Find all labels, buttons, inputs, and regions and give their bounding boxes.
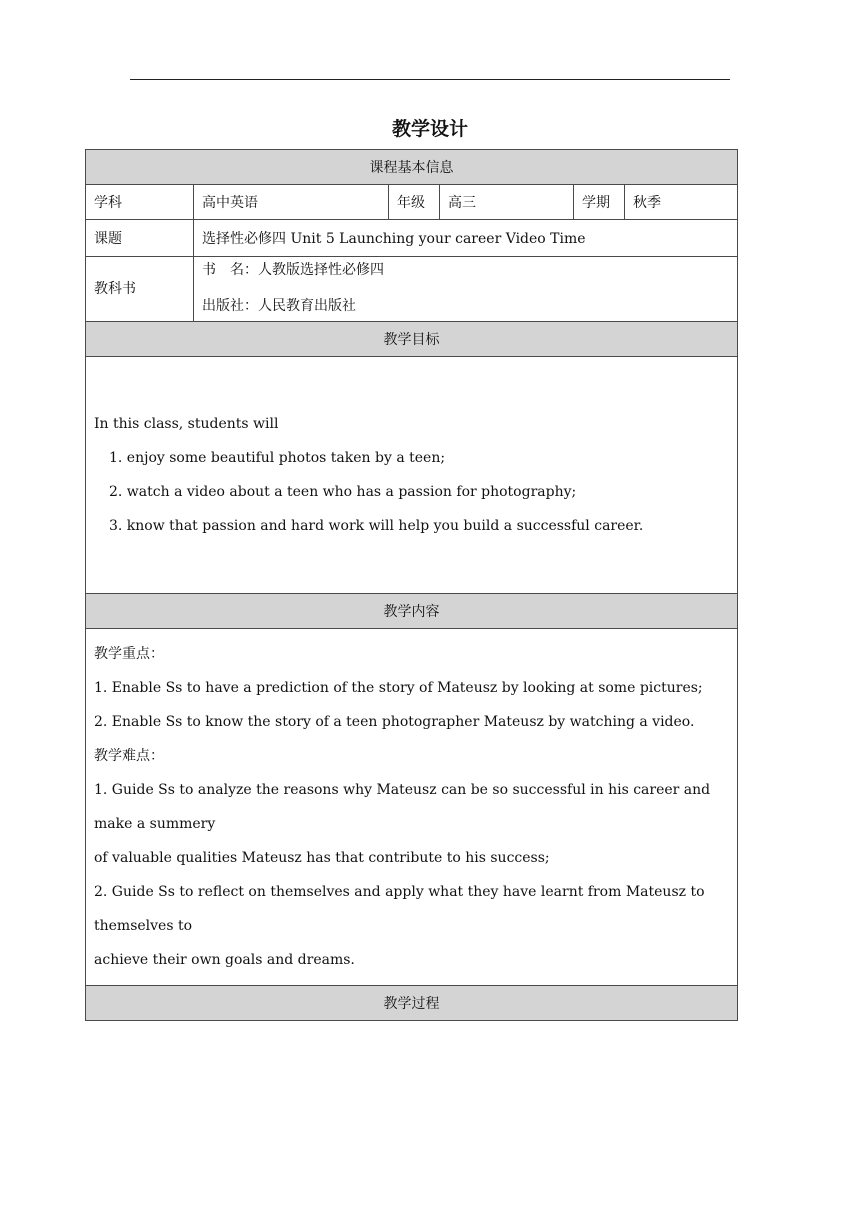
content-body	[86, 629, 738, 986]
basic-info-header: 课程基本信息	[86, 150, 738, 185]
document-title: 教学设计	[391, 118, 468, 140]
process-header-row	[86, 986, 738, 1021]
key-points-label: 教学重点：	[94, 646, 164, 662]
lesson-plan-table	[85, 149, 738, 1021]
key-point-item: 2. Enable Ss to know the story of a teen photographer Mateusz by watching a video.	[94, 714, 695, 730]
content-header-row	[86, 594, 738, 629]
objective-item: 2. watch a video about a teen who has a passion for photography;	[109, 484, 577, 500]
grade-label: 年级	[389, 185, 440, 220]
textbook-name: 书 名：人教版选择性必修四	[202, 262, 384, 278]
process-header: 教学过程	[86, 986, 738, 1021]
topic-label: 课题	[86, 220, 194, 257]
difficulty-line: 1. Guide Ss to analyze the reasons why Mateusz can be so successful in his career and make a summery	[94, 782, 711, 832]
textbook-row	[86, 257, 738, 322]
textbook-details	[194, 257, 738, 322]
difficulty-line: 2. Guide Ss to reflect on themselves and apply what they have learnt from Mateusz to themselves to	[94, 884, 705, 934]
objectives-intro: In this class, students will	[94, 416, 279, 432]
content-header: 教学内容	[86, 594, 738, 629]
semester-label: 学期	[574, 185, 625, 220]
subject-row	[86, 185, 738, 220]
objective-item: 3. know that passion and hard work will help you build a successful career.	[109, 518, 644, 534]
basic-info-header-row	[86, 150, 738, 185]
objectives-body	[86, 357, 738, 594]
objectives-row	[86, 357, 738, 594]
difficulty-line: achieve their own goals and dreams.	[94, 952, 355, 968]
topic-value: 选择性必修四 Unit 5 Launching your career Video Time	[194, 220, 738, 257]
textbook-publisher: 出版社：人民教育出版社	[202, 298, 356, 314]
header-rule	[130, 79, 730, 80]
semester-value: 秋季	[625, 185, 738, 220]
content-row	[86, 629, 738, 986]
objectives-header: 教学目标	[86, 322, 738, 357]
difficulties-label: 教学难点：	[94, 748, 164, 764]
key-point-item: 1. Enable Ss to have a prediction of the story of Mateusz by looking at some pictures;	[94, 680, 703, 696]
subject-label: 学科	[86, 185, 194, 220]
subject-value: 高中英语	[194, 185, 389, 220]
topic-row	[86, 220, 738, 257]
grade-value: 高三	[440, 185, 574, 220]
textbook-label	[86, 257, 194, 322]
textbook-label-text: 教科书	[94, 281, 136, 297]
difficulty-line: of valuable qualities Mateusz has that contribute to his success;	[94, 850, 550, 866]
objective-item: 1. enjoy some beautiful photos taken by a teen;	[109, 450, 446, 466]
objectives-header-row	[86, 322, 738, 357]
